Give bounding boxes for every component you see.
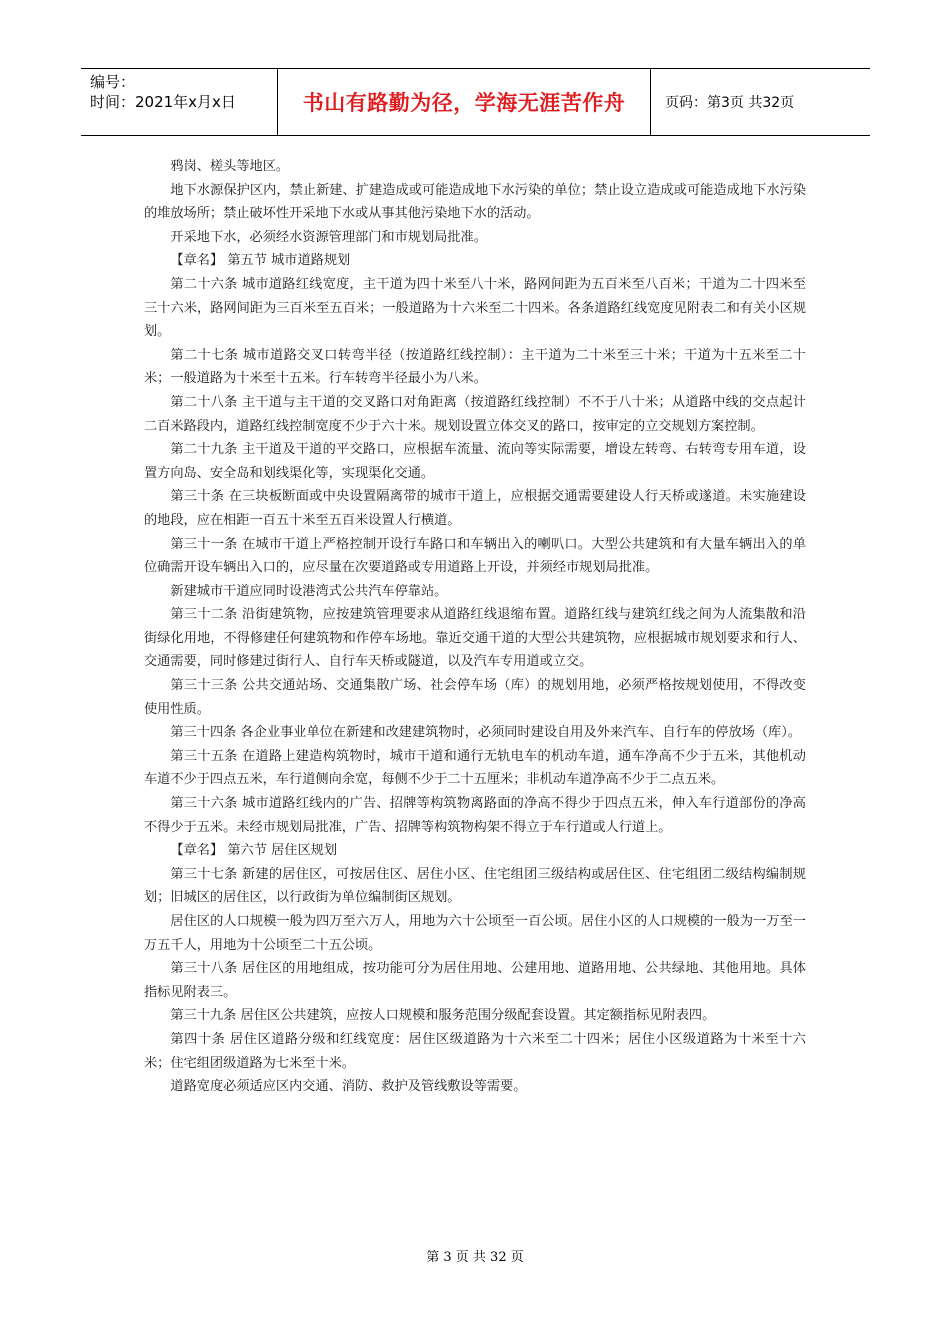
document-number-label: 编号： (90, 73, 136, 91)
paragraph: 第二十九条 主干道及干道的平交路口，应根据车流量、流向等实际需要，增设左转弯、右转弯专用车道，设置方向岛、安全岛和划线渠化等，实现渠化交通。 (144, 442, 806, 481)
paragraph: 第三十五条 在道路上建造构筑物时，城市干道和通行无轨电车的机动车道，通车净高不少于五米，其他机动车道不少于四点五米，车行道侧向余宽，每侧不少于二十五厘米；非机动车道净高不少于二点五米。 (144, 748, 806, 788)
document-date: 时间：2021年x月x日 (90, 93, 236, 111)
paragraph: 开采地下水，必须经水资源管理部门和市规划局批准。 (170, 229, 487, 245)
paragraph: 第二十六条 城市道路红线宽度，主干道为四十米至八十米，路网间距为五百米至八百米；干道为二十四米至三十六米，路网间距为三百米至五百米；一般道路为十六米至二十四米。各条道路红线宽度见附表二和有关小区规划。 (144, 276, 806, 340)
paragraph: 第三十九条 居住区公共建筑，应按人口规模和服务范围分级配套设置。其定额指标见附表四。 (170, 1008, 716, 1024)
paragraph: 第四十条 居住区道路分级和红线宽度：居住区级道路为十六米至二十四米；居住小区级道路为十米至十六米；住宅组团级道路为七米至十米。 (144, 1031, 806, 1071)
paragraph: 第三十二条 沿街建筑物，应按建筑管理要求从道路红线退缩布置。道路红线与建筑红线之间为人流集散和沿街绿化用地，不得修建任何建筑物和作停车场地。靠近交通干道的大型公共建筑物，应根据城市规划要求和行人、交通需要，同时修建过街行人、自行车天桥或隧道，以及汽车专用道或立交。 (144, 607, 806, 670)
paragraph: 居住区的人口规模一般为四万至六万人，用地为六十公顷至一百公顷。居住小区的人口规模的一般为一万至一万五千人，用地为十公顷至二十五公顷。 (144, 914, 806, 953)
paragraph: 第二十七条 城市道路交叉口转弯半径（按道路红线控制）：主干道为二十米至三十米；干道为十五米至二十米；一般道路为十米至十五米。行车转弯半径最小为八米。 (144, 347, 806, 387)
section-heading: 【章名】 第六节 居住区规划 (170, 843, 338, 859)
header-meta (81, 69, 278, 135)
paragraph: 第三十四条 各企业事业单位在新建和改建建筑物时，必须同时建设自用及外来汽车、自行车的停放场（库）。 (170, 725, 801, 741)
paragraph: 第三十三条 公共交通站场、交通集散广场、社会停车场（库）的规划用地，必须严格按规划使用，不得改变使用性质。 (144, 678, 806, 717)
header-motto: 书山有路勤为径，学海无涯苦作舟 (278, 69, 651, 135)
page-footer: 第 3 页 共 32 页 (426, 1250, 524, 1265)
paragraph: 道路宽度必须适应区内交通、消防、救护及管线敷设等需要。 (170, 1079, 527, 1095)
paragraph: 第三十七条 新建的居住区，可按居住区、居住小区、住宅组团三级结构或居住区、住宅组团二级结构编制规划；旧城区的居住区，以行政街为单位编制街区规划。 (144, 866, 806, 906)
paragraph: 新建城市干道应同时设港湾式公共汽车停靠站。 (170, 583, 448, 599)
page-header (81, 68, 870, 136)
paragraph: 地下水源保护区内，禁止新建、扩建造成或可能造成地下水污染的单位；禁止设立造成或可能造成地下水污染的堆放场所；禁止破坏性开采地下水或从事其他污染地下水的活动。 (144, 182, 806, 222)
header-page-code: 页码：第3页 共32页 (665, 95, 795, 111)
paragraph: 第三十八条 居住区的用地组成，按功能可分为居住用地、公建用地、道路用地、公共绿地、其他用地。具体指标见附表三。 (144, 961, 806, 1000)
section-heading: 【章名】 第五节 城市道路规划 (170, 253, 351, 269)
paragraph: 第二十八条 主干道与主干道的交叉路口对角距离（按道路红线控制）不不于八十米；从道路中线的交点起计二百米路段内，道路红线控制宽度不少于六十米。规划设置立体交叉的路口，按审定的立交规划方案控制。 (144, 394, 806, 434)
document-body (144, 155, 806, 1099)
paragraph: 第三十条 在三块板断面或中央设置隔离带的城市干道上，应根据交通需要建设人行天桥或遂道。未实施建设的地段，应在相距一百五十米至五百米设置人行横道。 (144, 489, 806, 528)
paragraph: 第三十六条 城市道路红线内的广告、招牌等构筑物离路面的净高不得少于四点五米，伸入车行道部份的净高不得少于五米。未经市规划局批准，广告、招牌等构筑物构架不得立于车行道或人行道上。 (144, 796, 806, 835)
paragraph: 鸦岗、槎头等地区。 (170, 159, 290, 174)
paragraph: 第三十一条 在城市干道上严格控制开设行车路口和车辆出入的喇叭口。大型公共建筑和有大量车辆出入的单位确需开设车辆出入口的，应尽量在次要道路或专用道路上开设，并须经市规划局批准。 (144, 536, 806, 576)
